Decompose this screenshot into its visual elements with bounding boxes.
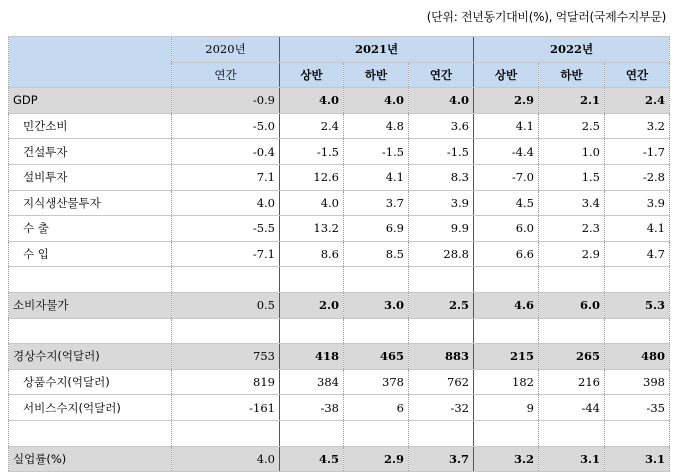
value-cell: 3.4 (539, 190, 605, 216)
header-2022-annual: 연간 (605, 62, 670, 88)
table-row (9, 395, 670, 421)
table-row (9, 216, 670, 242)
value-cell: 762 (409, 369, 474, 395)
value-cell: -1.7 (605, 139, 670, 165)
value-cell: 4.0 (280, 88, 344, 114)
value-cell: 7.1 (172, 164, 280, 190)
value-cell: 28.8 (409, 241, 474, 267)
value-cell: -1.5 (344, 139, 409, 165)
value-cell: 182 (474, 369, 539, 395)
spacer-cell (9, 318, 172, 344)
header-year-2022: 2022년 (474, 37, 670, 63)
table-row (9, 344, 670, 370)
table-row (9, 113, 670, 139)
value-cell: 5.3 (605, 292, 670, 318)
value-cell: 3.7 (409, 446, 474, 472)
value-cell: 215 (474, 344, 539, 370)
spacer-cell (344, 318, 409, 344)
value-cell: 6.6 (474, 241, 539, 267)
value-cell: 12.6 (280, 164, 344, 190)
value-cell: 4.0 (280, 190, 344, 216)
value-cell: -1.5 (280, 139, 344, 165)
value-cell: 465 (344, 344, 409, 370)
spacer-cell (9, 420, 172, 446)
table-body (9, 88, 670, 472)
row-label: 수 입 (9, 241, 172, 267)
value-cell: -7.0 (474, 164, 539, 190)
spacer-cell (539, 267, 605, 293)
spacer-row (9, 267, 670, 293)
spacer-cell (280, 318, 344, 344)
row-label: 소비자물가 (9, 292, 172, 318)
value-cell: 3.1 (539, 446, 605, 472)
economic-forecast-table (8, 36, 670, 472)
spacer-cell (409, 267, 474, 293)
header-year-2020: 2020년 (172, 37, 280, 63)
value-cell: 6.9 (344, 216, 409, 242)
spacer-cell (539, 420, 605, 446)
value-cell: 378 (344, 369, 409, 395)
spacer-cell (474, 420, 539, 446)
table-row (9, 241, 670, 267)
header-2021-h1: 상반 (280, 62, 344, 88)
value-cell: 9 (474, 395, 539, 421)
value-cell: -1.5 (409, 139, 474, 165)
spacer-row (9, 318, 670, 344)
value-cell: 4.0 (172, 190, 280, 216)
table-row (9, 190, 670, 216)
value-cell: 3.1 (605, 446, 670, 472)
spacer-cell (474, 267, 539, 293)
value-cell: 4.6 (474, 292, 539, 318)
value-cell: 4.5 (474, 190, 539, 216)
value-cell: 384 (280, 369, 344, 395)
header-2022-h2: 하반 (539, 62, 605, 88)
value-cell: 4.7 (605, 241, 670, 267)
value-cell: 418 (280, 344, 344, 370)
row-label: 서비스수지(억달러) (9, 395, 172, 421)
value-cell: -4.4 (474, 139, 539, 165)
header-year-2021: 2021년 (280, 37, 474, 63)
value-cell: -5.5 (172, 216, 280, 242)
row-label: GDP (9, 88, 172, 114)
value-cell: -35 (605, 395, 670, 421)
spacer-cell (172, 267, 280, 293)
header-2021-h2: 하반 (344, 62, 409, 88)
spacer-cell (280, 267, 344, 293)
row-label: 수 출 (9, 216, 172, 242)
value-cell: 3.2 (605, 113, 670, 139)
row-label: 건설투자 (9, 139, 172, 165)
table-row (9, 88, 670, 114)
value-cell: 3.9 (605, 190, 670, 216)
value-cell: 216 (539, 369, 605, 395)
value-cell: -0.4 (172, 139, 280, 165)
value-cell: 0.5 (172, 292, 280, 318)
value-cell: -38 (280, 395, 344, 421)
spacer-cell (172, 318, 280, 344)
value-cell: -0.9 (172, 88, 280, 114)
spacer-cell (539, 318, 605, 344)
spacer-cell (409, 420, 474, 446)
header-2021-annual: 연간 (409, 62, 474, 88)
value-cell: 398 (605, 369, 670, 395)
value-cell: 2.5 (539, 113, 605, 139)
row-label: 상품수지(억달러) (9, 369, 172, 395)
spacer-cell (172, 420, 280, 446)
value-cell: -44 (539, 395, 605, 421)
value-cell: 4.1 (474, 113, 539, 139)
value-cell: 6.0 (474, 216, 539, 242)
spacer-cell (605, 267, 670, 293)
value-cell: 3.2 (474, 446, 539, 472)
value-cell: -5.0 (172, 113, 280, 139)
value-cell: 2.9 (539, 241, 605, 267)
value-cell: -161 (172, 395, 280, 421)
value-cell: 1.5 (539, 164, 605, 190)
value-cell: 6.0 (539, 292, 605, 318)
value-cell: 2.0 (280, 292, 344, 318)
value-cell: 9.9 (409, 216, 474, 242)
value-cell: 883 (409, 344, 474, 370)
value-cell: 4.5 (280, 446, 344, 472)
value-cell: 4.0 (409, 88, 474, 114)
value-cell: 265 (539, 344, 605, 370)
table-row (9, 292, 670, 318)
table-row (9, 369, 670, 395)
row-label: 지식생산물투자 (9, 190, 172, 216)
value-cell: 2.4 (605, 88, 670, 114)
value-cell: -7.1 (172, 241, 280, 267)
value-cell: 2.3 (539, 216, 605, 242)
spacer-cell (344, 420, 409, 446)
row-label: 경상수지(억달러) (9, 344, 172, 370)
row-label: 설비투자 (9, 164, 172, 190)
unit-note: (단위: 전년동기대비(%), 억달러(국제수지부문) (426, 10, 666, 24)
value-cell: 4.0 (344, 88, 409, 114)
value-cell: 3.9 (409, 190, 474, 216)
value-cell: 2.5 (409, 292, 474, 318)
spacer-cell (409, 318, 474, 344)
value-cell: 3.6 (409, 113, 474, 139)
spacer-cell (9, 267, 172, 293)
value-cell: 2.9 (344, 446, 409, 472)
value-cell: 2.1 (539, 88, 605, 114)
value-cell: 4.8 (344, 113, 409, 139)
value-cell: 480 (605, 344, 670, 370)
spacer-cell (280, 420, 344, 446)
value-cell: 4.0 (172, 446, 280, 472)
value-cell: 1.0 (539, 139, 605, 165)
spacer-row (9, 420, 670, 446)
value-cell: 13.2 (280, 216, 344, 242)
row-label: 민간소비 (9, 113, 172, 139)
table-row (9, 164, 670, 190)
value-cell: 819 (172, 369, 280, 395)
value-cell: 8.5 (344, 241, 409, 267)
row-label: 실업률(%) (9, 446, 172, 472)
spacer-cell (605, 318, 670, 344)
header-2020-annual: 연간 (172, 62, 280, 88)
header-2022-h1: 상반 (474, 62, 539, 88)
value-cell: 4.1 (344, 164, 409, 190)
header-row-years (9, 37, 670, 63)
header-blank (9, 37, 172, 88)
value-cell: 2.9 (474, 88, 539, 114)
value-cell: 4.1 (605, 216, 670, 242)
value-cell: -32 (409, 395, 474, 421)
value-cell: 753 (172, 344, 280, 370)
value-cell: 3.0 (344, 292, 409, 318)
value-cell: 2.4 (280, 113, 344, 139)
value-cell: 6 (344, 395, 409, 421)
spacer-cell (344, 267, 409, 293)
table-row (9, 139, 670, 165)
spacer-cell (605, 420, 670, 446)
value-cell: -2.8 (605, 164, 670, 190)
table-row (9, 446, 670, 472)
value-cell: 8.6 (280, 241, 344, 267)
value-cell: 8.3 (409, 164, 474, 190)
spacer-cell (474, 318, 539, 344)
value-cell: 3.7 (344, 190, 409, 216)
